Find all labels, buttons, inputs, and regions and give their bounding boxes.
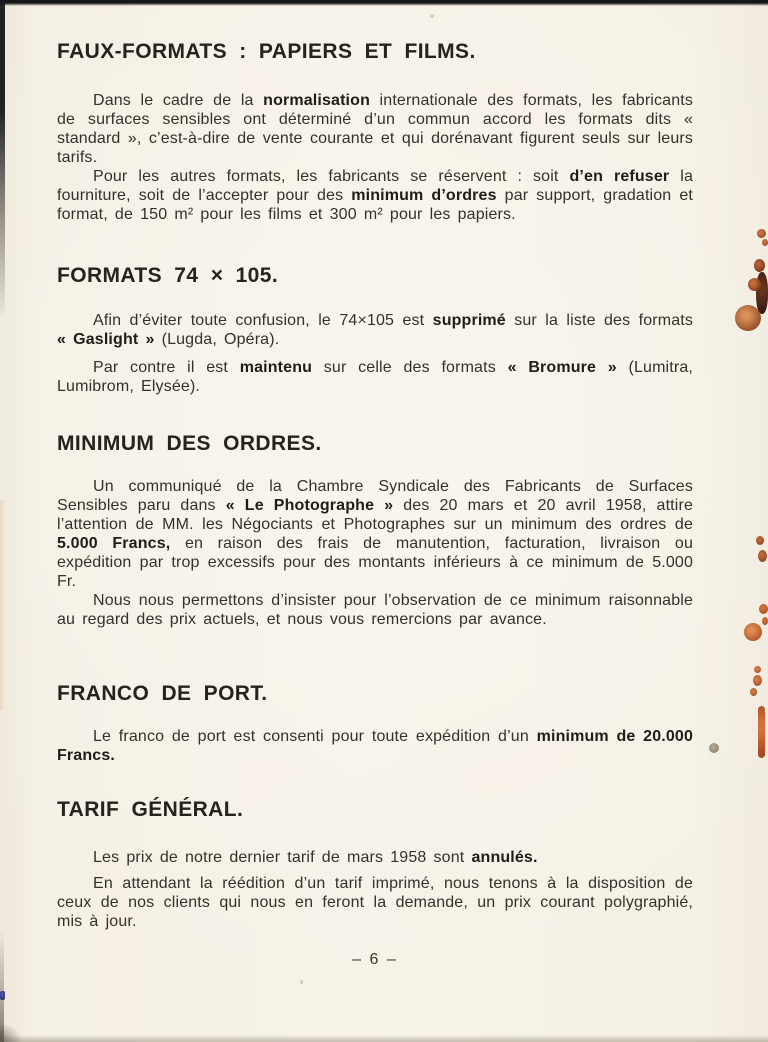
bold-run: d’en refuser	[569, 168, 670, 185]
gray-fleck	[709, 743, 719, 753]
text-run: sur celle des formats	[312, 359, 508, 376]
rust-dot	[754, 259, 765, 272]
rust-blob-ringed	[744, 623, 762, 641]
section-formats-74x105	[57, 263, 693, 396]
text-run: Par contre il est	[93, 359, 240, 376]
bold-run: « Le Photographe »	[225, 497, 394, 514]
bold-run: minimum de 20.000 Francs.	[57, 728, 693, 764]
text-run: des 20 mars et 20 avril 1958, attire l’attention de MM. les Négociants et Photographes sur un minimum des ordres de	[57, 497, 693, 533]
scan-edge-left	[0, 0, 5, 320]
text-run: internationale des formats, les fabricants de surfaces sensibles ont déterminé d’un commun accord les formats dits « standard », c’est-à-dire de vente courante et qui dorénavant figurent seuls sur leurs tarifs.	[57, 92, 693, 166]
bold-run: 5.000 Francs,	[57, 535, 171, 552]
paper-speck	[300, 980, 303, 984]
section-minimum-des-ordres	[57, 431, 693, 629]
text-run: (Lugda, Opéra).	[154, 331, 280, 348]
paragraph	[57, 874, 693, 931]
blue-ink-mark	[0, 991, 5, 1000]
scan-edge-top	[0, 0, 768, 6]
section-tarif-general	[57, 797, 693, 931]
text-run: Un communiqué de la Chambre Syndicale des Fabricants de Surfaces Sensibles paru dans	[57, 478, 693, 514]
section-heading: FORMATS 74 × 105.	[57, 264, 279, 287]
bold-run: « Bromure »	[507, 359, 617, 376]
rust-dot	[758, 550, 767, 562]
text-run: (Lumitra, Lumibrom, Elysée).	[57, 359, 693, 395]
paragraph	[57, 167, 693, 224]
text-run: Pour les autres formats, les fabricants se réservent : soit	[93, 168, 570, 185]
text-run: En attendant la réédition d’un tarif imprimé, nous tenons à la disposition de ceux de nos clients qui nous en feront la demande, un prix courant polygraphié, mis à jour.	[57, 875, 693, 930]
text-run: sur la liste des formats	[505, 312, 694, 329]
rust-dot	[757, 229, 766, 238]
section-franco-de-port	[57, 681, 693, 765]
paragraph	[57, 477, 693, 591]
section-heading: FRANCO DE PORT.	[57, 682, 268, 705]
rust-blob-ringed	[735, 305, 761, 331]
paper-speck	[430, 14, 434, 18]
rust-dot	[748, 278, 761, 291]
section-heading: MINIMUM DES ORDRES.	[57, 432, 322, 455]
text-run: la fourniture, soit de l’accepter pour des	[57, 168, 693, 204]
paragraph	[57, 91, 693, 167]
bold-run: minimum d’ordres	[351, 187, 497, 204]
page-number: – 6 –	[352, 951, 398, 968]
scan-edge-bottom	[0, 1035, 768, 1042]
paragraph	[57, 591, 693, 629]
text-run: Les prix de notre dernier tarif de mars 1958 sont	[93, 849, 472, 866]
rust-dot	[753, 675, 762, 686]
text-run: par support, gradation et format, de 150 m² pour les films et 300 m² pour les papiers.	[57, 187, 694, 223]
section-heading: TARIF GÉNÉRAL.	[57, 798, 244, 821]
bold-run: supprimé	[432, 312, 506, 329]
rust-streak	[758, 706, 765, 758]
text-run: Dans le cadre de la	[93, 92, 264, 109]
rust-dot	[754, 666, 761, 673]
rust-dot	[762, 239, 768, 246]
rust-dot	[762, 617, 768, 625]
scan-edge-left-tint	[0, 500, 6, 710]
bold-run: « Gaslight »	[57, 331, 155, 348]
paragraph	[57, 848, 693, 867]
paragraph	[57, 311, 693, 349]
section-heading: FAUX-FORMATS : PAPIERS ET FILMS.	[57, 40, 476, 63]
section-faux-formats	[57, 39, 693, 224]
text-run: en raison des frais de manutention, facturation, livraison ou expédition par trop excessifs pour des montants inférieurs à ce minimum de 5.000 Fr.	[57, 535, 693, 590]
bold-run: annulés.	[471, 849, 538, 866]
rust-dot	[759, 604, 768, 614]
paragraph	[57, 358, 693, 396]
rust-dot	[750, 688, 757, 696]
text-run: Nous nous permettons d’insister pour l’observation de ce minimum raisonnable au regard des prix actuels, et nous vous remercions par avance.	[57, 592, 693, 628]
rust-dot	[756, 536, 764, 545]
paragraph	[57, 727, 693, 765]
text-run: Le franco de port est consenti pour toute expédition d’un	[93, 728, 537, 745]
bold-run: maintenu	[239, 359, 313, 376]
text-run: Afin d’éviter toute confusion, le 74×105 est	[93, 312, 433, 329]
bold-run: normalisation	[263, 92, 370, 109]
